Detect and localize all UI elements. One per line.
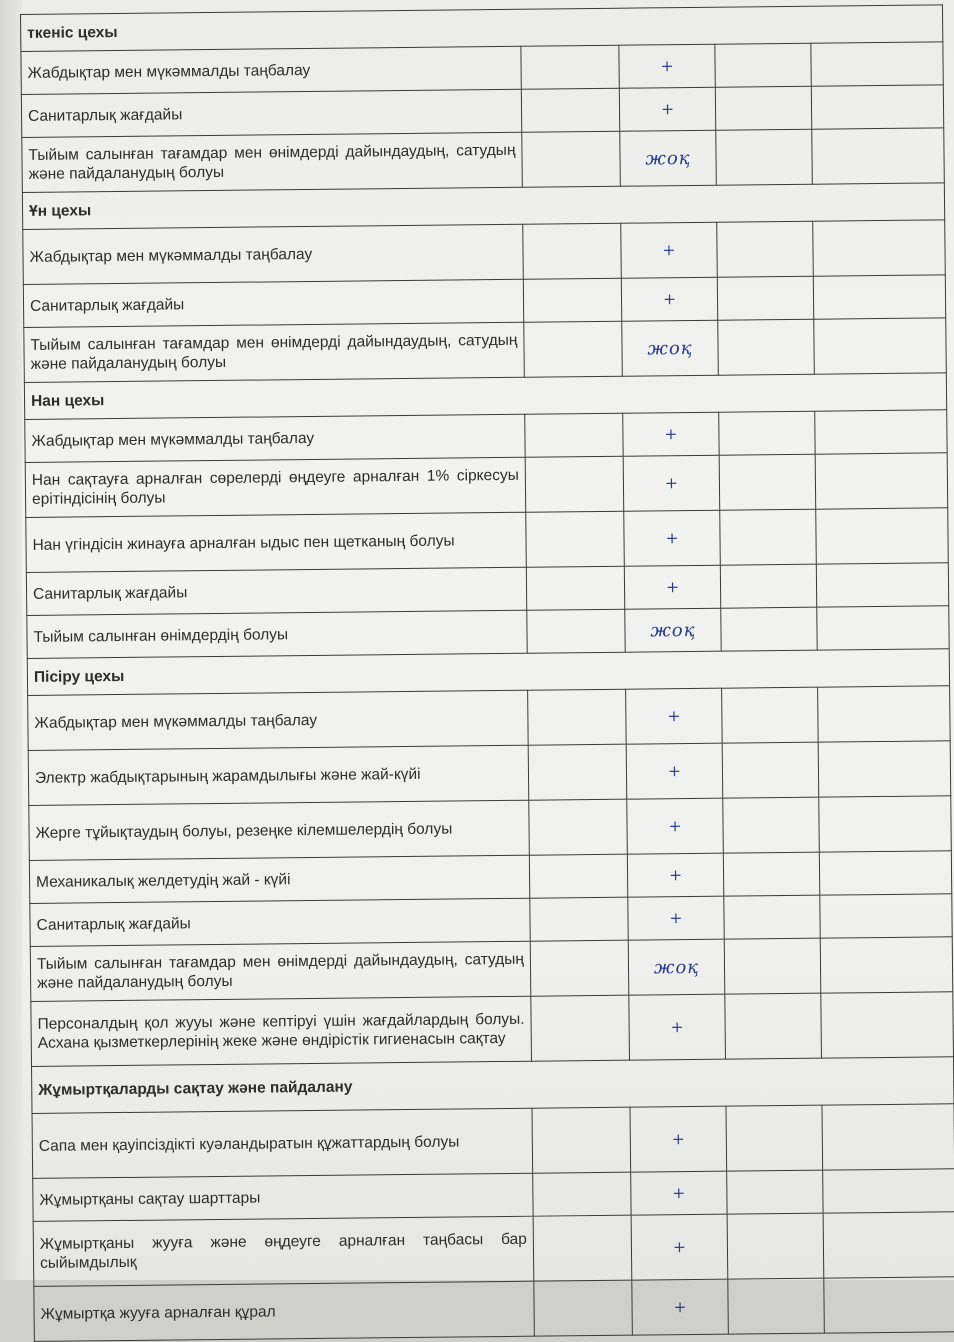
criterion-text: Жабдықтар мен мүкәммалды таңбалау xyxy=(28,690,529,750)
checklist-row xyxy=(34,1277,954,1342)
handwritten-mark: жоқ xyxy=(625,608,721,652)
empty-cell xyxy=(530,940,629,996)
section-title: ткеніс цехы xyxy=(21,5,943,52)
handwritten-mark: + xyxy=(623,455,720,511)
criterion-text: Санитарлық жағдайы xyxy=(23,279,523,327)
empty-cell xyxy=(823,1169,954,1213)
empty-cell xyxy=(819,796,952,852)
handwritten-mark: + xyxy=(628,896,724,940)
criterion-text: Механикалық желдетудің жай - күйі xyxy=(29,855,529,903)
empty-cell xyxy=(723,797,820,853)
criterion-text: Жұмыртқаны сақтау шарттары xyxy=(33,1173,533,1221)
handwritten-mark: жоқ xyxy=(620,130,717,186)
empty-cell xyxy=(720,509,817,565)
handwritten-mark: + xyxy=(621,277,717,321)
criterion-text: Жерге тұйықтаудың болуы, резеңке кілемшелердің болуы xyxy=(29,800,530,860)
criterion-text: Сапа мен қауіпсіздікті куәландыратын құжаттардың болуы xyxy=(32,1108,533,1178)
empty-cell xyxy=(715,86,811,130)
empty-cell xyxy=(727,1213,824,1279)
checklist-row xyxy=(23,220,946,285)
empty-cell xyxy=(812,128,945,184)
empty-cell xyxy=(724,895,820,939)
empty-cell xyxy=(728,1278,825,1334)
handwritten-mark: + xyxy=(632,1279,729,1335)
empty-cell xyxy=(820,894,952,938)
handwritten-mark: + xyxy=(624,510,721,566)
empty-cell xyxy=(717,276,813,320)
criterion-text: Санитарлық жағдайы xyxy=(30,898,530,946)
empty-cell xyxy=(819,851,951,895)
criterion-text: Жабдықтар мен мүкәммалды таңбалау xyxy=(25,414,525,462)
handwritten-mark: + xyxy=(631,1171,727,1215)
criterion-text: Жұмыртқаны жууға және өңдеуге арналған таңбасы бар сыйымдылық xyxy=(33,1216,534,1286)
handwritten-mark: + xyxy=(619,87,715,131)
section-title: Нан цехы xyxy=(24,373,946,420)
empty-cell xyxy=(523,223,622,279)
empty-cell xyxy=(528,689,627,745)
section-title: Жұмыртқаларды сақтау және пайдалану xyxy=(32,1057,954,1114)
empty-cell xyxy=(722,742,819,798)
checklist-row xyxy=(26,508,949,573)
handwritten-mark: жоқ xyxy=(628,939,725,995)
empty-cell xyxy=(824,1277,954,1333)
handwritten-mark: + xyxy=(627,853,723,897)
handwritten-mark: + xyxy=(627,798,724,854)
checklist-row xyxy=(24,318,947,383)
criterion-text: Электр жабдықтарының жарамдылығы және жай-күйі xyxy=(28,745,529,805)
empty-cell xyxy=(821,992,954,1058)
handwritten-mark: + xyxy=(621,222,718,278)
empty-cell xyxy=(817,606,949,650)
empty-cell xyxy=(521,88,619,132)
criterion-text: Жұмыртқа жууға арналған құрал xyxy=(34,1281,535,1341)
handwritten-mark: + xyxy=(631,1214,728,1280)
empty-cell xyxy=(534,1280,633,1336)
section-title: Ұн цехы xyxy=(22,183,944,230)
handwritten-mark: + xyxy=(629,994,726,1060)
empty-cell xyxy=(717,221,814,277)
empty-cell xyxy=(521,45,619,89)
handwritten-mark: жоқ xyxy=(622,320,719,376)
empty-cell xyxy=(721,607,817,651)
empty-cell xyxy=(716,129,813,185)
criterion-text: Тыйым салынған тағамдар мен өнімдерді дайындаудың, сатудың және пайдаланудың болуы xyxy=(24,322,525,382)
empty-cell xyxy=(811,85,943,129)
handwritten-mark: + xyxy=(626,688,723,744)
empty-cell xyxy=(718,319,815,375)
handwritten-mark: + xyxy=(626,743,723,799)
empty-cell xyxy=(719,411,815,455)
empty-cell xyxy=(524,321,623,377)
empty-cell xyxy=(813,220,946,276)
criterion-text: Нан үгіндісін жинауға арналған ыдыс пен щетканың болуы xyxy=(26,512,527,572)
empty-cell xyxy=(818,686,951,742)
empty-cell xyxy=(723,852,819,896)
empty-cell xyxy=(815,410,947,454)
empty-cell xyxy=(531,995,630,1061)
inspection-checklist-table xyxy=(20,4,954,1342)
criterion-text: Тыйым салынған тағамдар мен өнімдерді дайындаудың, сатудың және пайдаланудың болуы xyxy=(30,941,531,1001)
section-title: Пісіру цехы xyxy=(27,649,949,696)
empty-cell xyxy=(818,741,951,797)
empty-cell xyxy=(726,1105,823,1171)
empty-cell xyxy=(822,1104,954,1170)
checklist-row xyxy=(33,1212,954,1287)
empty-cell xyxy=(722,687,819,743)
empty-cell xyxy=(533,1215,632,1281)
empty-cell xyxy=(725,993,822,1059)
criterion-text: Санитарлық жағдайы xyxy=(21,89,521,137)
checklist-row xyxy=(28,686,951,751)
empty-cell xyxy=(816,508,949,564)
empty-cell xyxy=(814,318,947,374)
empty-cell xyxy=(815,453,948,509)
criterion-text: Тыйым салынған тағамдар мен өнімдерді дайындаудың, сатудың және пайдаланудың болуы xyxy=(22,132,523,192)
checklist-row xyxy=(32,1104,954,1179)
handwritten-mark: + xyxy=(619,44,715,88)
empty-cell xyxy=(724,938,821,994)
empty-cell xyxy=(720,564,816,608)
empty-cell xyxy=(820,937,953,993)
empty-cell xyxy=(715,43,811,87)
handwritten-mark: + xyxy=(630,1106,727,1172)
checklist-row xyxy=(22,128,945,193)
criterion-text: Нан сақтауға арналған сөрелерді өңдеуге арналған 1% сіркесуы ерітіндісінің болуы xyxy=(25,457,526,517)
empty-cell xyxy=(813,275,945,319)
empty-cell xyxy=(529,854,627,898)
empty-cell xyxy=(530,897,628,941)
empty-cell xyxy=(532,1107,631,1173)
empty-cell xyxy=(525,456,624,512)
checklist-row xyxy=(25,453,948,518)
checklist-row xyxy=(29,796,952,861)
empty-cell xyxy=(816,563,948,607)
empty-cell xyxy=(719,454,816,510)
empty-cell xyxy=(522,131,621,187)
empty-cell xyxy=(527,609,625,653)
empty-cell xyxy=(823,1212,954,1278)
handwritten-mark: + xyxy=(623,412,719,456)
criterion-text: Персоналдың қол жууы және кептіруі үшін жағдайлардың болуы. Асхана қызметкерлерінің жеке және өндірістік гигиенасын сақтау xyxy=(31,996,532,1066)
criterion-text: Тыйым салынған өнімдердің болуы xyxy=(27,610,527,658)
empty-cell xyxy=(811,42,943,86)
handwritten-mark: + xyxy=(624,565,720,609)
empty-cell xyxy=(727,1170,823,1214)
checklist-row xyxy=(31,992,954,1067)
page-shadow-edge xyxy=(0,0,22,1280)
empty-cell xyxy=(528,744,627,800)
empty-cell xyxy=(523,278,621,322)
criterion-text: Санитарлық жағдайы xyxy=(26,567,526,615)
empty-cell xyxy=(525,413,623,457)
criterion-text: Жабдықтар мен мүкәммалды таңбалау xyxy=(23,224,524,284)
checklist-row xyxy=(30,937,953,1002)
empty-cell xyxy=(533,1172,631,1216)
empty-cell xyxy=(526,511,625,567)
criterion-text: Жабдықтар мен мүкәммалды таңбалау xyxy=(21,46,521,94)
empty-cell xyxy=(529,799,628,855)
empty-cell xyxy=(526,566,624,610)
checklist-row xyxy=(28,741,951,806)
